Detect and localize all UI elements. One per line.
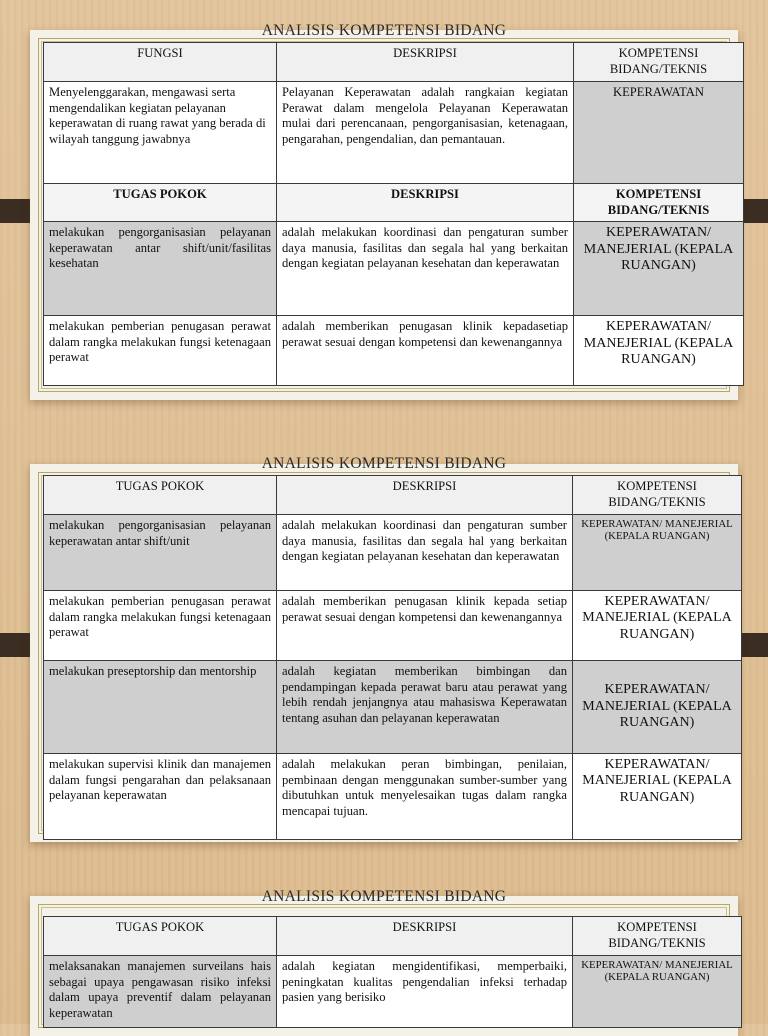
header-deskripsi: DESKRIPSI bbox=[277, 917, 573, 956]
header-kompetensi: KOMPETENSI BIDANG/TEKNIS bbox=[573, 917, 742, 956]
cell-deskripsi: adalah kegiatan memberikan bimbingan dan pendampingan kepada perawat baru atau perawat yang lebih rendah jenjangnya atau mahasiswa Keperawatan tentang asuhan dan pelayanan keperawatan bbox=[277, 661, 573, 754]
cell-tugas: melakukan pengorganisasian pelayanan keperawatan antar shift/unit/fasilitas kesehatan bbox=[44, 222, 277, 316]
competency-table-1 bbox=[43, 42, 744, 386]
table-row bbox=[44, 82, 744, 184]
competency-table-2 bbox=[43, 475, 742, 840]
cell-deskripsi: adalah memberikan penugasan klinik kepadasetiap perawat sesuai dengan kompetensi dan kewenangannya bbox=[277, 316, 574, 386]
cell-kompetensi: KEPERAWATAN/ MANEJERIAL (KEPALA RUANGAN) bbox=[573, 956, 742, 1028]
table-row bbox=[44, 661, 742, 754]
cell-kompetensi: KEPERAWATAN bbox=[574, 82, 744, 184]
table-header bbox=[44, 917, 742, 956]
cell-tugas: melakukan pemberian penugasan perawat dalam rangka melakukan fungsi ketenagaan perawat bbox=[44, 316, 277, 386]
table-header bbox=[44, 43, 744, 82]
cell-tugas: melakukan pengorganisasian pelayanan keperawatan antar shift/unit bbox=[44, 515, 277, 591]
table-header bbox=[44, 476, 742, 515]
cell-kompetensi: KEPERAWATAN/ MANEJERIAL (KEPALA RUANGAN) bbox=[574, 222, 744, 316]
cell-deskripsi: adalah melakukan koordinasi dan pengaturan sumber daya manusia, fasilitas dan segala hal yang berkaitan dengan kegiatan pelayanan kesehatan dan keperawatan bbox=[277, 515, 573, 591]
cell-fungsi: Menyelenggarakan, mengawasi serta mengendalikan kegiatan pelayanan keperawatan di ruang rawat yang berada di wilayah tanggung jawabnya bbox=[44, 82, 277, 184]
cell-tugas: melakukan preseptorship dan mentorship bbox=[44, 661, 277, 754]
competency-table-3 bbox=[43, 916, 742, 1028]
header-kompetensi: KOMPETENSI BIDANG/TEKNIS bbox=[574, 184, 744, 222]
cell-kompetensi: KEPERAWATAN/ MANEJERIAL (KEPALA RUANGAN) bbox=[573, 754, 742, 840]
table-row bbox=[44, 222, 744, 316]
header-kompetensi: KOMPETENSI BIDANG/TEKNIS bbox=[573, 476, 742, 515]
cell-deskripsi: Pelayanan Keperawatan adalah rangkaian kegiatan Perawat dalam mengelola Pelayanan Keperawatan mulai dari perencanaan, pengorganisasian, ketenagaan, pengarahan, pengendalian, dan pemantauan. bbox=[277, 82, 574, 184]
slide-2-title: ANALISIS KOMPETENSI BIDANG bbox=[261, 455, 507, 472]
cell-deskripsi: adalah kegiatan mengidentifikasi, memperbaiki, peningkatan kualitas pengendalian infeksi terhadap pasien yang berisiko bbox=[277, 956, 573, 1028]
header-kompetensi: KOMPETENSI BIDANG/TEKNIS bbox=[574, 43, 744, 82]
header-tugas-pokok: TUGAS POKOK bbox=[44, 917, 277, 956]
header-fungsi: FUNGSI bbox=[44, 43, 277, 82]
cell-kompetensi: KEPERAWATAN/ MANEJERIAL (KEPALA RUANGAN) bbox=[573, 515, 742, 591]
cell-tugas: melaksanakan manajemen surveilans hais sebagai upaya pengawasan risiko infeksi dalam upaya preventif dalam pelayanan keperawatan bbox=[44, 956, 277, 1028]
header-deskripsi: DESKRIPSI bbox=[277, 476, 573, 515]
header-deskripsi: DESKRIPSI bbox=[277, 184, 574, 222]
cell-tugas: melakukan supervisi klinik dan manajemen dalam fungsi pengarahan dan pelaksanaan pelayanan keperawatan bbox=[44, 754, 277, 840]
slide-3-title: ANALISIS KOMPETENSI BIDANG bbox=[261, 888, 507, 905]
table-row bbox=[44, 515, 742, 591]
cell-deskripsi: adalah melakukan peran bimbingan, penilaian, pembinaan dengan menggunakan sumber-sumber yang dibutuhkan untuk menyelesaikan tugas dalam rangka mencapai tujuan. bbox=[277, 754, 573, 840]
cell-kompetensi: KEPERAWATAN/ MANEJERIAL (KEPALA RUANGAN) bbox=[573, 591, 742, 661]
cell-kompetensi: KEPERAWATAN/ MANEJERIAL (KEPALA RUANGAN) bbox=[574, 316, 744, 386]
cell-tugas: melakukan pemberian penugasan perawat dalam rangka melakukan fungsi ketenagaan perawat bbox=[44, 591, 277, 661]
table-header bbox=[44, 184, 744, 222]
table-row bbox=[44, 591, 742, 661]
slide-1-title: ANALISIS KOMPETENSI BIDANG bbox=[261, 22, 507, 39]
table-row bbox=[44, 316, 744, 386]
cell-kompetensi: KEPERAWATAN/ MANEJERIAL (KEPALA RUANGAN) bbox=[573, 661, 742, 754]
header-deskripsi: DESKRIPSI bbox=[277, 43, 574, 82]
header-tugas-pokok: TUGAS POKOK bbox=[44, 476, 277, 515]
header-tugas-pokok: TUGAS POKOK bbox=[44, 184, 277, 222]
table-row bbox=[44, 754, 742, 840]
cell-deskripsi: adalah memberikan penugasan klinik kepada setiap perawat sesuai dengan kompetensi dan kewenangannya bbox=[277, 591, 573, 661]
table-row bbox=[44, 956, 742, 1028]
cell-deskripsi: adalah melakukan koordinasi dan pengaturan sumber daya manusia, fasilitas dan segala hal yang berkaitan dengan kegiatan pelayanan kesehatan dan keperawatan bbox=[277, 222, 574, 316]
